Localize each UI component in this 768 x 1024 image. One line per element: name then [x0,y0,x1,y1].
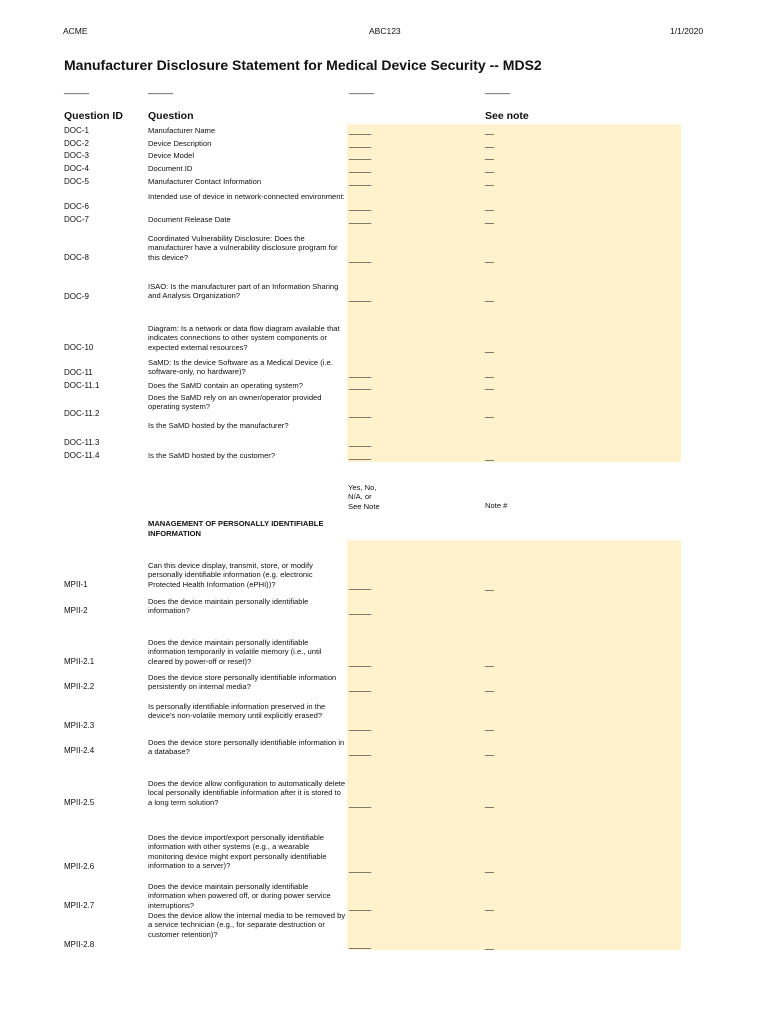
answer-field[interactable]: _____ [349,293,372,302]
note-field[interactable]: __ [485,747,494,756]
question-id: MPII-2.5 [64,798,95,807]
answer-field[interactable]: _____ [349,902,372,911]
question-text: Does the device store personally identifiable information in a database? [148,738,345,757]
question-id: MPII-2.3 [64,721,95,730]
note-field[interactable]: __ [485,799,494,808]
question-id: DOC-3 [64,151,89,160]
question-text: Coordinated Vulnerability Disclosure: Does the manufacturer have a vulnerability disclosure program for this device? [148,234,338,262]
column-header-question: Question [148,110,194,122]
answer-field[interactable]: _____ [349,381,372,390]
answer-field[interactable]: _____ [349,747,372,756]
question-id: DOC-2 [64,139,89,148]
note-field[interactable]: __ [485,139,494,148]
blank-placeholder: _____ [148,84,174,94]
header-document-id: ABC123 [369,26,401,36]
question-id: DOC-5 [64,177,89,186]
question-text: Document Release Date [148,215,231,224]
question-text: Diagram: Is a network or data flow diagram available that indicates connections to other system components or expected external resources? [148,324,340,352]
answer-field[interactable]: _____ [349,451,372,460]
column-header-question-id: Question ID [64,110,123,122]
mpii-answer-area [347,540,681,950]
blank-placeholder: _____ [485,84,511,94]
question-text: Document ID [148,164,193,173]
question-id: DOC-11.2 [64,409,100,418]
question-id: MPII-2.4 [64,746,95,755]
note-field[interactable]: __ [485,582,494,591]
doc-answer-area [347,124,681,462]
question-text: Does the device maintain personally identifiable information when powered off, or during power service interruptions? [148,882,331,910]
question-text: ISAO: Is the manufacturer part of an Information Sharing and Analysis Organization? [148,282,339,301]
question-id: DOC-8 [64,253,89,262]
note-field[interactable]: __ [485,722,494,731]
answer-field[interactable]: _____ [349,202,372,211]
note-field[interactable]: __ [485,658,494,667]
note-column-header: Note # [485,501,508,510]
question-text: Is the SaMD hosted by the customer? [148,451,276,460]
question-text: Does the device store personally identifiable information persistently on internal media? [148,673,337,692]
question-text: Is the SaMD hosted by the manufacturer? [148,421,289,430]
answer-field[interactable]: _____ [349,126,372,135]
question-id: MPII-2.7 [64,901,95,910]
question-id: DOC-7 [64,215,89,224]
blank-placeholder: _____ [349,84,375,94]
blank-placeholder: _____ [64,84,90,94]
question-id: DOC-4 [64,164,89,173]
question-id: DOC-11.1 [64,381,100,390]
answer-field[interactable]: _____ [349,606,372,615]
answer-field[interactable]: _____ [349,409,372,418]
question-text: Is personally identifiable information preserved in the device's non-volatile memory until explicitly erased? [148,702,326,721]
note-field[interactable]: __ [485,254,494,263]
question-text: Does the device maintain personally identifiable information? [148,597,309,616]
answer-column-header: Yes, No, N/A, or See Note [348,483,380,511]
question-text: Does the device allow the internal media to be removed by a service technician (e.g., for separate destruction or customer retention)? [148,911,346,939]
note-field[interactable]: __ [485,941,494,950]
page-title: Manufacturer Disclosure Statement for Medical Device Security -- MDS2 [64,57,542,73]
question-id: MPII-2.8 [64,940,95,949]
question-text: Manufacturer Name [148,126,216,135]
question-id: DOC-6 [64,202,89,211]
question-id: MPII-2 [64,606,88,615]
answer-field[interactable]: _____ [349,581,372,590]
question-text: Does the device maintain personally identifiable information temporarily in volatile memory (i.e., until cleared by power-off or reset)? [148,638,322,666]
note-field[interactable]: __ [485,409,494,418]
question-text: Does the SaMD contain an operating system? [148,381,303,390]
question-id: DOC-11 [64,368,93,377]
question-id: DOC-10 [64,343,94,352]
answer-field[interactable]: _____ [349,722,372,731]
question-text: Does the device import/export personally identifiable information with other systems (e.g., a wearable monitoring device might export personally identifiable information to a server)? [148,833,327,871]
answer-field[interactable]: _____ [349,164,372,173]
note-field[interactable]: __ [485,177,494,186]
answer-field[interactable]: _____ [349,940,372,949]
note-field[interactable]: __ [485,293,494,302]
header-date: 1/1/2020 [670,26,704,36]
answer-field[interactable]: _____ [349,139,372,148]
question-text: Does the SaMD rely on an owner/operator provided operating system? [148,393,322,412]
note-field[interactable]: __ [485,151,494,160]
answer-field[interactable]: _____ [349,658,372,667]
question-text: Device Model [148,151,195,160]
header-company: ACME [63,26,88,36]
question-text: Device Description [148,139,212,148]
note-field[interactable]: __ [485,902,494,911]
note-field[interactable]: __ [485,369,494,378]
question-text: SaMD: Is the device Software as a Medical Device (i.e. software-only, no hardware)? [148,358,333,377]
column-header-see-note: See note [485,110,529,122]
note-field[interactable]: __ [485,126,494,135]
question-text: Can this device display, transmit, store, or modify personally identifiable information (e.g. electronic Protected Health Information (ePHI))? [148,561,313,589]
question-text: Manufacturer Contact Information [148,177,262,186]
answer-field[interactable]: _____ [349,151,372,160]
note-field[interactable]: __ [485,344,494,353]
question-id: MPII-2.1 [64,657,95,666]
answer-field[interactable]: _____ [349,799,372,808]
section-title: MANAGEMENT OF PERSONALLY IDENTIFIABLE INFORMATION [148,519,324,538]
answer-field[interactable]: _____ [349,369,372,378]
note-field[interactable]: __ [485,215,494,224]
note-field[interactable]: __ [485,381,494,390]
question-id: DOC-9 [64,292,89,301]
answer-field[interactable]: _____ [349,215,372,224]
question-id: MPII-2.6 [64,862,95,871]
question-id: MPII-1 [64,580,88,589]
note-field[interactable]: __ [485,864,494,873]
note-field[interactable]: __ [485,164,494,173]
question-text: Intended use of device in network-connected environment: [148,192,345,201]
answer-field[interactable]: _____ [349,438,372,447]
note-field[interactable]: __ [485,202,494,211]
answer-field[interactable]: _____ [349,864,372,873]
question-id: DOC-11.4 [64,451,100,460]
answer-field[interactable]: _____ [349,254,372,263]
question-id: MPII-2.2 [64,682,95,691]
note-field[interactable]: __ [485,452,494,461]
answer-field[interactable]: _____ [349,683,372,692]
answer-field[interactable]: _____ [349,177,372,186]
question-text: Does the device allow configuration to automatically delete local personally identifiable information after it is stored to a long term solution? [148,779,346,807]
question-id: DOC-1 [64,126,89,135]
note-field[interactable]: __ [485,683,494,692]
question-id: DOC-11.3 [64,438,100,447]
